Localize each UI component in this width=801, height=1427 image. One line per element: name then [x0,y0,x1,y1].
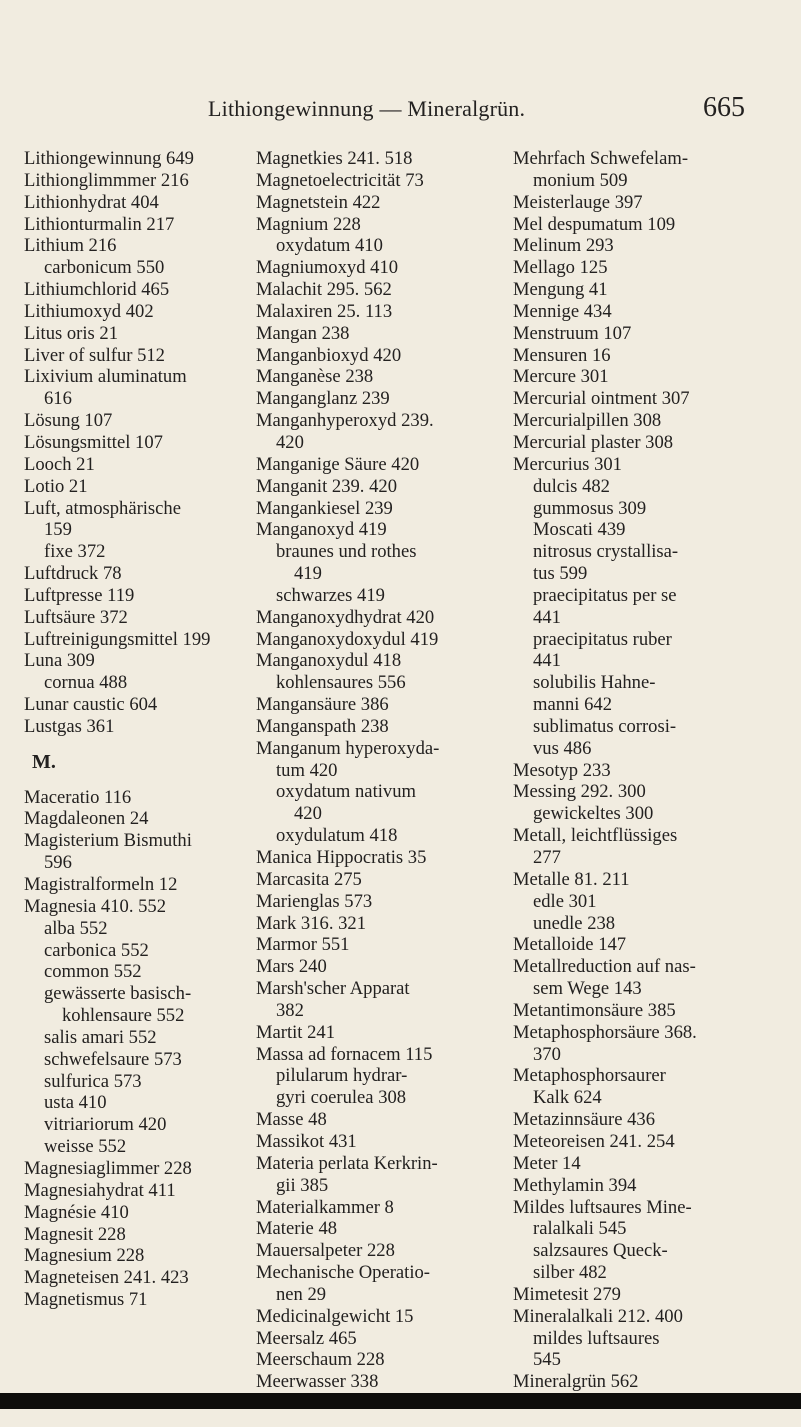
index-subentry: oxydatum 410 [276,235,383,257]
index-entry: Manganglanz 239 [256,388,390,410]
index-subentry: carbonica 552 [44,939,149,961]
index-entry: Mellago 125 [513,257,608,279]
index-entry: Liver of sulfur 512 [24,344,165,366]
running-head: Lithiongewinnung — Mineralgrün. [208,96,526,121]
index-subentry: gewässerte basisch- [44,983,192,1005]
index-entry: Lithionhydrat 404 [24,191,159,213]
index-entry: Luft, atmosphärische [24,497,181,519]
index-entry: Melinum 293 [513,235,614,257]
index-entry: Massikot 431 [256,1130,357,1152]
index-entry-continuation: monium 509 [533,169,628,191]
index-entry-continuation: 420 [276,431,304,453]
index-subentry: praecipitatus ruber [533,628,672,650]
index-subentry: 441 [533,606,561,628]
index-entry: Mechanische Operatio- [256,1262,430,1284]
index-entry: Marcasita 275 [256,868,362,890]
index-subentry: gyri coerulea 308 [276,1087,407,1109]
index-entry: Lithionglimmmer 216 [24,169,189,191]
index-entry-continuation: Kalk 624 [533,1087,602,1109]
index-subentry: silber 482 [533,1262,607,1284]
index-entry: Malaxiren 25. 113 [256,300,393,322]
index-entry: Looch 21 [24,453,95,475]
index-entry: Metallreduction auf nas- [513,956,696,978]
index-entry: Lithium 216 [24,235,117,257]
index-subentry: salis amari 552 [44,1026,157,1048]
index-entry: Massa ad fornacem 115 [256,1043,433,1065]
index-subentry: fixe 372 [44,541,106,563]
index-entry: Manganbioxyd 420 [256,344,402,366]
index-subentry: sublimatus corrosi- [533,715,677,737]
index-entry: Manganoxydoxydul 419 [256,628,439,650]
index-entry: Meter 14 [513,1152,581,1174]
index-entry: Luna 309 [24,650,95,672]
index-subentry: 441 [533,650,561,672]
index-subentry: unedle 238 [533,912,616,934]
index-subentry: braunes und rothes [276,541,417,563]
index-entry-continuation: 596 [44,852,72,874]
index-entry: Materia perlata Kerkrin- [256,1152,438,1174]
index-entry: Lotio 21 [24,475,88,497]
index-entry: Lithiumoxyd 402 [24,300,154,322]
index-entry: Lixivium aluminatum [24,366,187,388]
index-entry: Magnetkies 241. 518 [256,148,413,169]
index-entry: Mehrfach Schwefelam- [513,148,689,169]
index-entry: Mangan 238 [256,322,350,344]
index-entry: Lösungsmittel 107 [24,431,163,453]
index-entry: Magnesium 228 [24,1245,145,1267]
index-entry: Magniumoxyd 410 [256,257,399,279]
index-entry: Mangansäure 386 [256,694,389,716]
index-entry: Masse 48 [256,1109,327,1131]
index-entry: Magnesia 410. 552 [24,895,167,917]
index-entry: Meerschaum 228 [256,1349,385,1371]
index-entry: Mark 316. 321 [256,912,367,934]
index-subentry: manni 642 [533,694,613,716]
index-entry: Mesotyp 233 [513,759,611,781]
index-entry: Litus oris 21 [24,322,119,344]
section-letter-heading: M. [32,750,56,773]
index-entry: Magneteisen 241. 423 [24,1267,189,1289]
index-entry: Luftreinigungsmittel 199 [24,628,211,650]
index-subentry: usta 410 [44,1092,107,1114]
index-subentry: kohlensaures 556 [276,672,406,694]
index-entry: Manganum hyperoxyda- [256,737,440,759]
index-entry: Magdaleonen 24 [24,808,149,830]
index-entry-continuation: kohlensaure 552 [62,1005,185,1027]
index-subentry: nitrosus crystallisa- [533,541,679,563]
index-entry: Mauersalpeter 228 [256,1240,395,1262]
index-entry: Marienglas 573 [256,890,373,912]
index-entry: Meisterlauge 397 [513,191,643,213]
index-entry: Luftpresse 119 [24,584,135,606]
index-entry: Marmor 551 [256,934,350,956]
index-subentry: tus 599 [533,563,588,585]
index-entry: Metaphosphorsaurer [513,1065,666,1087]
index-entry: Lithiongewinnung 649 [24,148,194,169]
index-entry-continuation: tum 420 [276,759,338,781]
index-entry: Manganèse 238 [256,366,374,388]
index-entry: Mars 240 [256,956,327,978]
bottom-scan-edge [0,1393,801,1409]
index-subentry: salzsaures Queck- [533,1240,668,1262]
index-subentry: mildes luftsaures [533,1327,660,1349]
index-entry: Mel despumatum 109 [513,213,676,235]
index-entry: Mercurialpillen 308 [513,410,662,432]
index-entry: Magnium 228 [256,213,361,235]
index-entry: Magnetoelectricität 73 [256,169,424,191]
index-subentry: schwarzes 419 [276,584,385,606]
index-entry-continuation: 277 [533,847,561,868]
index-entry: Manica Hippocratis 35 [256,847,427,868]
index-entry: Mercurial ointment 307 [513,388,690,410]
index-subentry: oxydulatum 418 [276,825,398,847]
index-entry: Metalle 81. 211 [513,868,630,890]
index-entry: Magnesiaglimmer 228 [24,1157,192,1179]
index-subentry: gummosus 309 [533,497,647,519]
index-entry: Magnesit 228 [24,1223,126,1245]
index-subentry: weisse 552 [44,1136,127,1158]
index-entry: Magnesiahydrat 411 [24,1179,176,1201]
index-subentry: solubilis Hahne- [533,672,656,694]
index-subentry: alba 552 [44,917,108,939]
index-subentry: edle 301 [533,890,597,912]
index-column-2 [256,148,486,1393]
index-entry: Luftsäure 372 [24,606,128,628]
index-entry: Meerwasser 338 [256,1371,379,1393]
index-subentry: vus 486 [533,737,592,759]
index-entry: Mercurius 301 [513,453,622,475]
index-entry: Methylamin 394 [513,1174,637,1196]
index-entry: Metazinnsäure 436 [513,1109,655,1131]
index-entry: Manganhyperoxyd 239. [256,410,434,432]
index-entry: Marsh'scher Apparat [256,978,410,1000]
index-entry: Mengung 41 [513,279,608,301]
index-entry: Lösung 107 [24,410,113,432]
index-subentry: gewickeltes 300 [533,803,654,825]
index-entry: Metantimonsäure 385 [513,999,676,1021]
index-subentry: dulcis 482 [533,475,610,497]
index-subentry: sulfurica 573 [44,1070,142,1092]
index-entry: Manganit 239. 420 [256,475,397,497]
index-entry-continuation: 382 [276,999,304,1021]
index-entry: Magnésie 410 [24,1201,129,1223]
index-entry: Manganoxydul 418 [256,650,402,672]
index-subentry: oxydatum nativum [276,781,416,803]
index-entry: Metaphosphorsäure 368. [513,1021,697,1043]
index-entry: Magnetismus 71 [24,1289,148,1311]
index-entry: Lithionturmalin 217 [24,213,175,235]
page-number: 665 [703,92,745,123]
index-subentry: cornua 488 [44,672,128,694]
index-entry: Mildes luftsaures Mine- [513,1196,692,1218]
index-entry: Mangankiesel 239 [256,497,393,519]
index-entry: Mercure 301 [513,366,609,388]
index-entry: Meersalz 465 [256,1327,357,1349]
index-entry: Luftdruck 78 [24,563,122,585]
index-subentry: pilularum hydrar- [276,1065,408,1087]
index-entry: Messing 292. 300 [513,781,646,803]
index-entry: Lustgas 361 [24,715,115,737]
index-entry: Metalloide 147 [513,934,627,956]
index-entry: Medicinalgewicht 15 [256,1305,414,1327]
index-entry: Magnetstein 422 [256,191,381,213]
index-entry-continuation: 159 [44,519,72,541]
index-entry-continuation: 420 [294,803,322,825]
index-entry: Martit 241 [256,1021,336,1043]
index-entry: Materialkammer 8 [256,1196,394,1218]
index-entry: Magisterium Bismuthi [24,830,192,852]
index-entry-continuation: 419 [294,563,322,585]
index-subentry: carbonicum 550 [44,257,165,279]
index-subentry: Moscati 439 [533,519,626,541]
index-entry: Maceratio 116 [24,786,132,808]
index-entry: Mercurial plaster 308 [513,431,674,453]
index-entry-continuation: gii 385 [276,1174,329,1196]
index-entry: Lithiumchlorid 465 [24,279,170,301]
index-entry: Mineralalkali 212. 400 [513,1305,683,1327]
index-subentry: vitriariorum 420 [44,1114,167,1136]
index-entry: Lunar caustic 604 [24,694,158,716]
index-entry-continuation: 616 [44,388,72,410]
index-entry: Manganspath 238 [256,715,389,737]
index-entry: Mennige 434 [513,300,612,322]
index-entry: Mineralgrün 562 [513,1371,639,1393]
index-entry: Malachit 295. 562 [256,279,392,301]
index-subentry: praecipitatus per se [533,584,677,606]
index-entry-continuation: nen 29 [276,1283,327,1305]
index-column-1 [24,148,234,1311]
index-entry: Manganoxydhydrat 420 [256,606,435,628]
index-entry-continuation: 370 [533,1043,561,1065]
index-entry-continuation: ralalkali 545 [533,1218,627,1240]
index-entry: Metall, leichtflüssiges [513,825,678,847]
index-column-3 [513,148,788,1393]
index-entry: Mensuren 16 [513,344,611,366]
index-entry: Mimetesit 279 [513,1283,621,1305]
index-entry: Menstruum 107 [513,322,632,344]
index-entry-continuation: sem Wege 143 [533,978,642,1000]
index-subentry: 545 [533,1349,561,1371]
index-entry: Manganige Säure 420 [256,453,420,475]
index-entry: Meteoreisen 241. 254 [513,1130,675,1152]
index-entry: Materie 48 [256,1218,338,1240]
index-entry: Manganoxyd 419 [256,519,387,541]
index-entry: Magistralformeln 12 [24,874,178,895]
index-subentry: common 552 [44,961,142,983]
index-subentry: schwefelsaure 573 [44,1048,182,1070]
